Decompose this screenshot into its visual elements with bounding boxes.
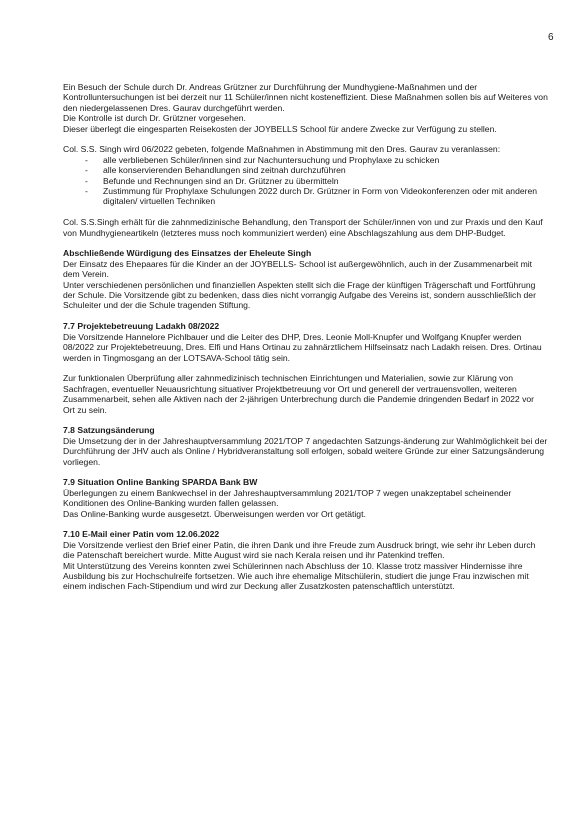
document-body <box>63 82 548 602</box>
paragraph: Der Einsatz des Ehepaares für die Kinder an der JOYBELLS- School ist außergewöhnlich, auch in der Zusammenarbeit mit dem Verein. <box>63 258 533 280</box>
paragraph: Die Vorsitzende Hannelore Pichlbauer und die Leiter des DHP, Dres. Leonie Moll-Knupfer und Wolfgang Knupfer werden 08/2022 zur Projektebetreuung, Dres. Elfi und Hans Ortinau zu zahnärztlichem Hilfseinsatz nach Ladakh reisen. Dres. Ortinau werden in Tingmosgang an der LOTSAVA-School tätig sein. <box>63 331 542 363</box>
page-number: 6 <box>548 32 554 43</box>
section-heading: 7.10 E-Mail einer Patin vom 12.06.2022 <box>63 529 220 540</box>
measures-list <box>63 155 548 207</box>
paragraph: Die Vorsitzende verliest den Brief einer Patin, die ihren Dank und ihre Freude zum Ausdruck bringt, wie sehr ihr Leben durch die Patenschaft bereichert wurde. Mitte August wird sie nach Kerala reisen und ihr Patenkind treffen. <box>63 539 536 561</box>
paragraph: Das Online-Banking wurde ausgesetzt. Überweisungen werden vor Ort getätigt. <box>63 508 366 519</box>
section-heading: 7.7 Projektebetreuung Ladakh 08/2022 <box>63 321 220 332</box>
section-7-7-extra <box>63 373 548 415</box>
singh-payment-block <box>63 217 548 238</box>
paragraph: Die Kontrolle ist durch Dr. Grützner vorgesehen. <box>63 113 246 124</box>
paragraph: Zur funktionalen Überprüfung aller zahnmedizinisch technischen Einrichtungen und Materialien, sowie zur Klärung von Sachfragen, eventueller Neuausrichtung situativer Projektbetreuung vor Ort und generell der vertrauensvollen, weiteren Zusammenarbeit, sehen alle Aktiven nach der 2-jährigen Unterbrechung durch die Pandemie dringenden Bedarf in 2022 vor Ort zu sein. <box>63 373 535 415</box>
section-singh <box>63 248 548 310</box>
list-item: - Zustimmung für Prophylaxe Schulungen 2022 durch Dr. Grützner in Form von Videokonferenzen oder mit anderen digitalen/ virtuellen Techniken <box>85 186 548 207</box>
section-heading: 7.9 Situation Online Banking SPARDA Bank BW <box>63 477 258 488</box>
singh-request-block <box>63 144 548 206</box>
section-7-9 <box>63 477 548 519</box>
section-7-8 <box>63 425 548 467</box>
section-heading: 7.8 Satzungsänderung <box>63 425 155 436</box>
list-item: - Befunde und Rechnungen sind an Dr. Grützner zu übermitteln <box>85 176 548 186</box>
paragraph: Col. S.S. Singh wird 06/2022 gebeten, folgende Maßnahmen in Abstimmung mit den Dres. Gaurav zu veranlassen: <box>63 144 501 155</box>
paragraph: Die Umsetzung der in der Jahreshauptversammlung 2021/TOP 7 angedachten Satzungs-änderung zur Wahlmöglichkeit bei der Durchführung der JHV auch als Online / Hybridveranstaltung soll erfolgen, sobald weitere Gründe zur einer Satzungsänderung vorliegen. <box>63 435 548 467</box>
paragraph: Unter verschiedenen persönlichen und finanziellen Aspekten stellt sich die Frage der künftigen Trägerschaft und Fortführung der Schule. Die Vorsitzende gibt zu bedenken, dass dies nicht vorrangig Aufgabe des Vereins ist, sondern ausschließlich der Schuleiter und der die Schule tragenden Stiftung. <box>63 279 536 311</box>
intro-block <box>63 82 548 134</box>
paragraph: Col. S.S.Singh erhält für die zahnmedizinische Behandlung, den Transport der Schüler/innen von und zur Praxis und den Kauf von Mundhygieneartikeln (letzteres muss noch kommuniziert werden) eine Abschlagszahlung aus dem DHP-Budget. <box>63 217 543 238</box>
paragraph: Dieser überlegt die eingesparten Reisekosten der JOYBELLS School für andere Zwecke zur Verfügung zu stellen. <box>63 123 497 134</box>
section-heading: Abschließende Würdigung des Einsatzes der Eheleute Singh <box>63 248 312 259</box>
list-item: - alle konservierenden Behandlungen sind zeitnah durchzuführen <box>85 165 548 175</box>
section-7-7 <box>63 321 548 363</box>
paragraph: Überlegungen zu einem Bankwechsel in der Jahreshauptversammlung 2021/TOP 7 wegen unakzeptabel scheinender Konditionen des Online-Banking wurden fallen gelassen. <box>63 487 512 509</box>
paragraph: Mit Unterstützung des Vereins konnten zwei Schülerinnen nach Abschluss der 10. Klasse trotz massiver Hindernisse ihre Ausbildung bis zur Hochschulreife fortsetzen. Wie auch ihre ehemalige Mitschülerin, studiert die junge Frau inzwischen mit einem indischen Fach-Stipendium und wird zur Deckung aller Zusatzkosten patenschaftlich unterstützt. <box>63 560 529 592</box>
section-7-10 <box>63 529 548 591</box>
paragraph: Ein Besuch der Schule durch Dr. Andreas Grützner zur Durchführung der Mundhygiene-Maßnahmen und der Kontrolluntersuchungen ist bei derzeit nur 11 Schüler/innen nicht kosteneffizient. Diese Maßnahmen sollen bis auf Weiteres von den niedergelassenen Dres. Gaurav durchgeführt werden. <box>63 82 548 113</box>
list-item: - alle verbliebenen Schüler/innen sind zur Nachuntersuchung und Prophylaxe zu schicken <box>85 155 548 165</box>
